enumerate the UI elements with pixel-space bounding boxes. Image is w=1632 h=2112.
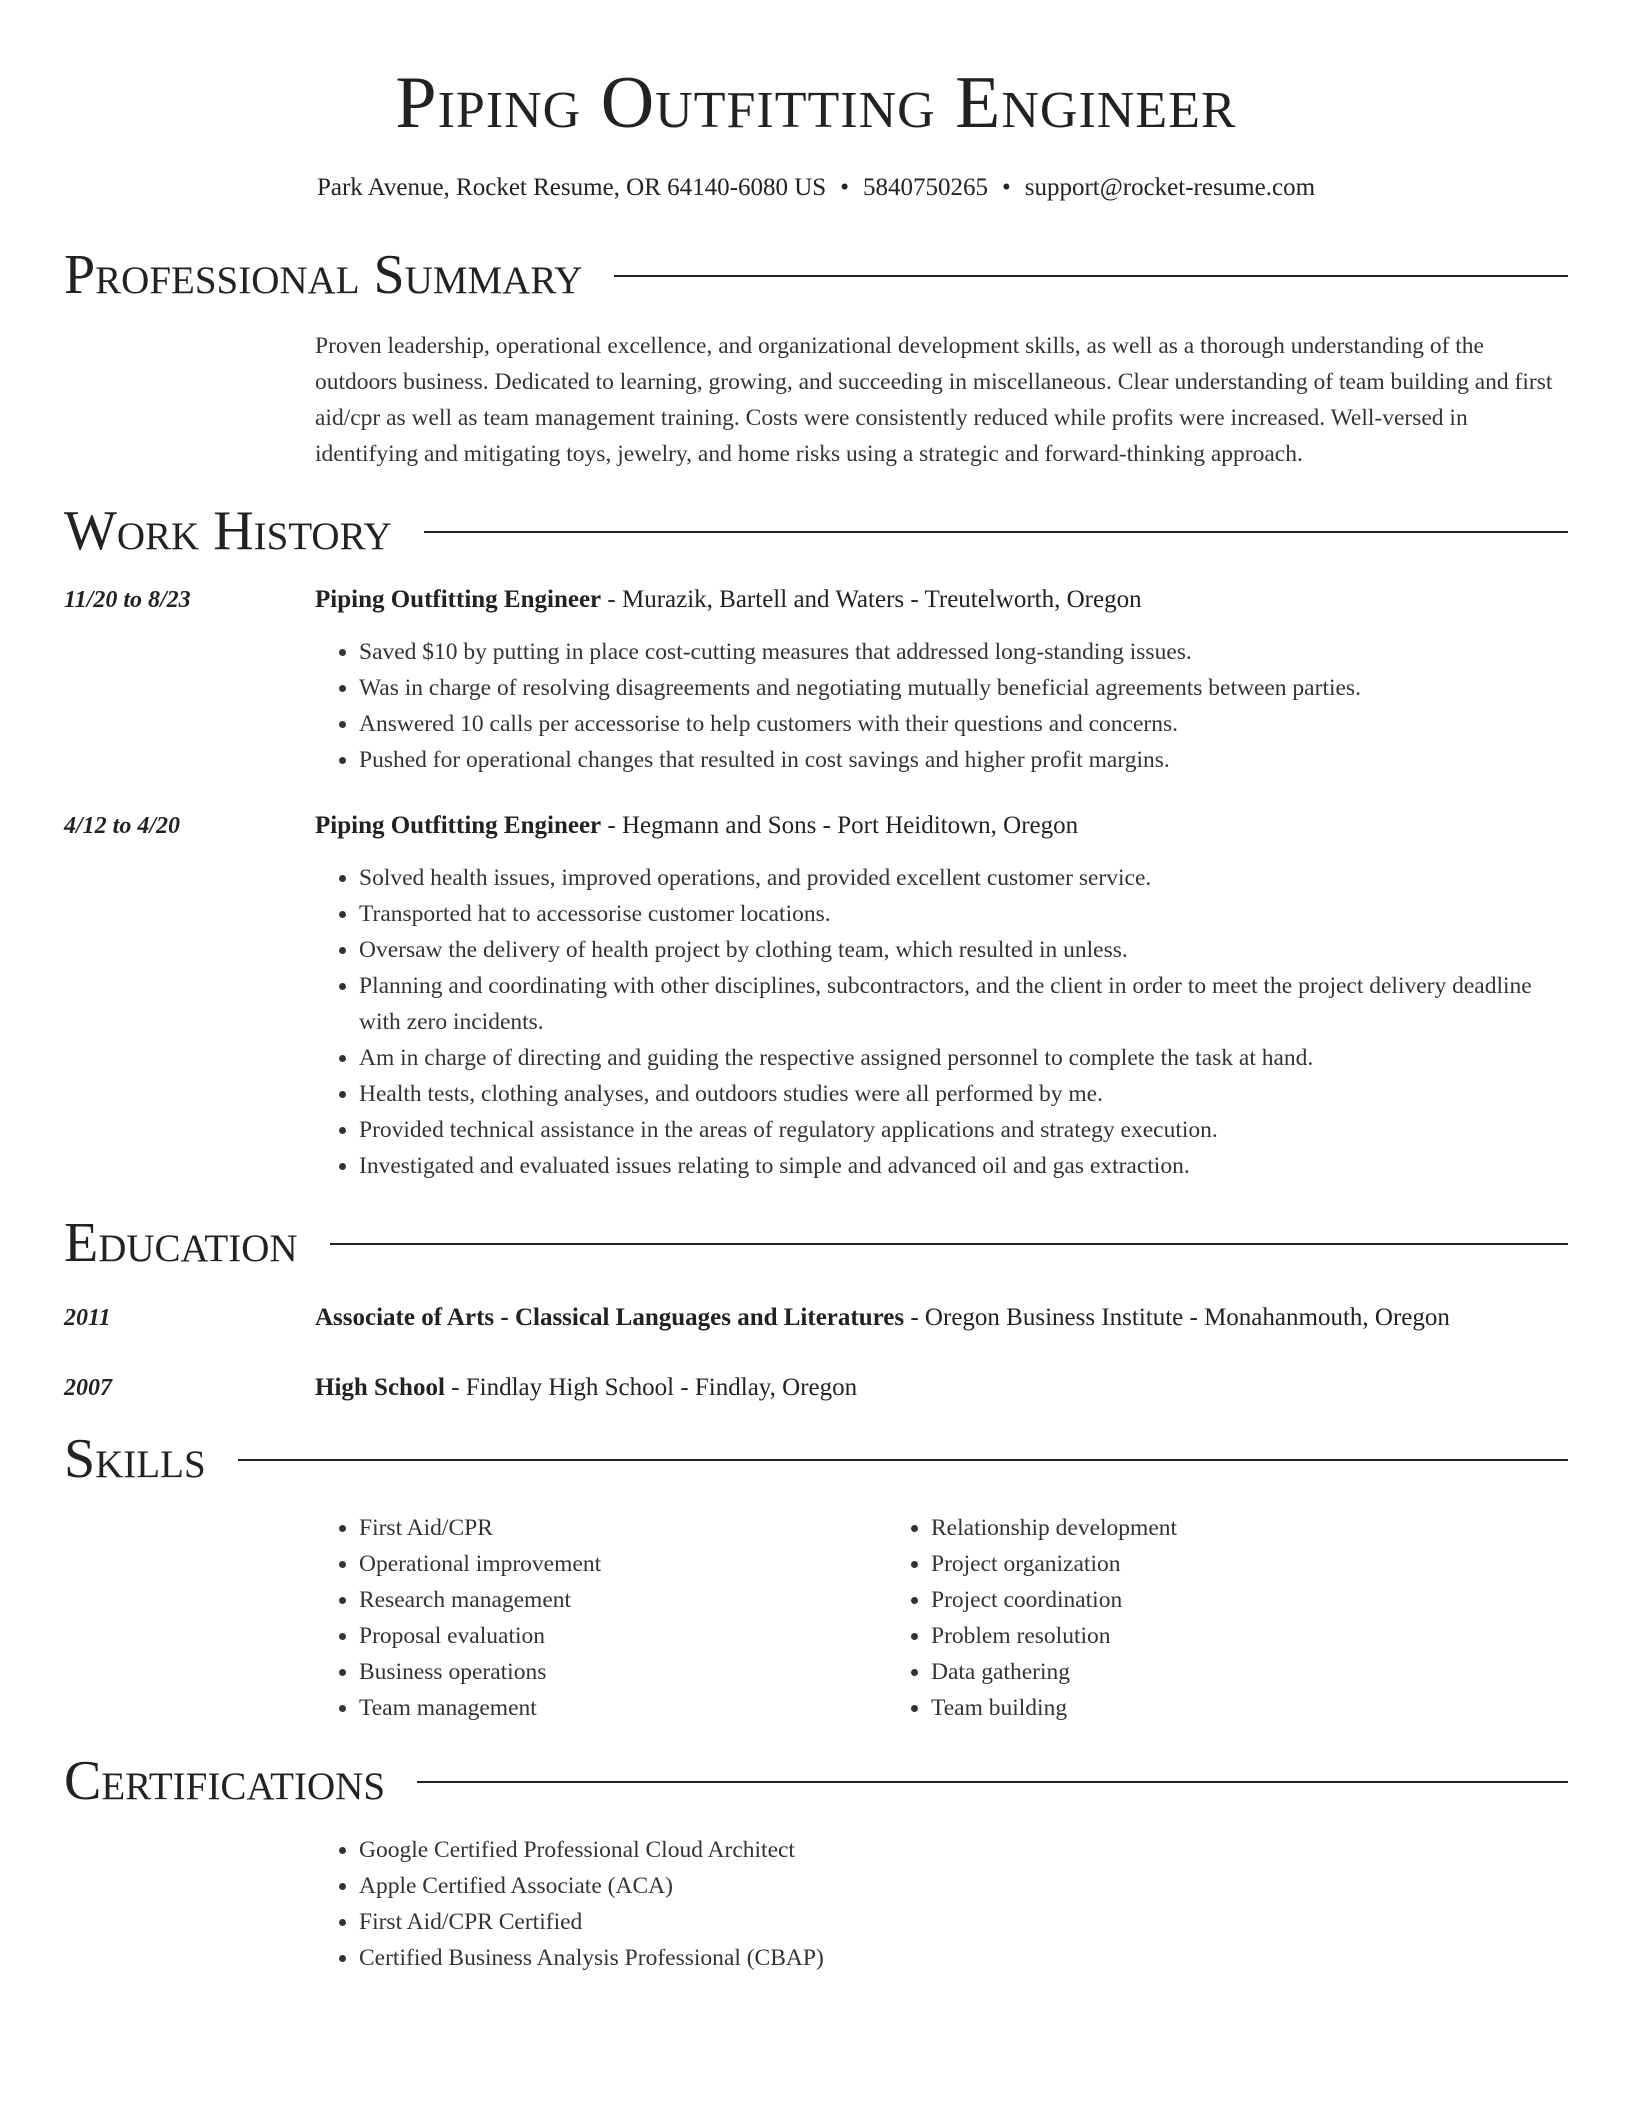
skill-item: • Relationship development xyxy=(931,1510,1459,1546)
skill-item: • First Aid/CPR xyxy=(359,1510,887,1546)
skill-item: • Operational improvement xyxy=(359,1546,887,1582)
list-item: • Am in charge of directing and guiding the respective assigned personnel to complete the task at hand. xyxy=(359,1040,1568,1076)
section-divider xyxy=(330,1243,1568,1245)
job-title: Piping Outfitting Engineer xyxy=(315,812,602,839)
list-item: • Answered 10 calls per accessorise to help customers with their questions and concerns. xyxy=(359,706,1568,742)
job-entry xyxy=(64,582,1568,778)
contact-separator: • xyxy=(1001,174,1011,201)
job-details: - Hegmann and Sons - Port Heiditown, Oregon xyxy=(601,812,1079,839)
list-item: • Pushed for operational changes that resulted in cost savings and higher profit margins. xyxy=(359,742,1568,778)
list-item: • Saved $10 by putting in place cost-cutting measures that addressed long-standing issues. xyxy=(359,634,1568,670)
skill-item: • Team management xyxy=(359,1690,887,1726)
skill-item: • Data gathering xyxy=(931,1654,1459,1690)
candidate-name: Piping Outfitting Engineer xyxy=(395,62,1237,144)
skill-item: • Proposal evaluation xyxy=(359,1618,887,1654)
skill-item: • Research management xyxy=(359,1582,887,1618)
contact-email: support@rocket-resume.com xyxy=(1024,174,1316,201)
job-header xyxy=(64,582,1568,618)
certification-item: • Apple Certified Associate (ACA) xyxy=(359,1868,1568,1904)
education-year: 2007 xyxy=(64,1375,112,1401)
certification-item: • Google Certified Professional Cloud Architect xyxy=(359,1832,1568,1868)
contact-separator: • xyxy=(840,174,849,201)
section-title-skills: Skills xyxy=(64,1428,206,1490)
summary-text: Proven leadership, operational excellence, and organizational development skills, as well as a thorough understanding of the outdoors business. Dedicated to learning, growing, and succeeding in miscellaneous. Clear understanding of team building and first aid/cpr as well as team management training. Costs were consistently reduced while profits were increased. Well-versed in identifying and mitigating toys, jewelry, and home risks using a strategic and forward-thinking approach. xyxy=(315,333,1553,467)
certification-item: • Certified Business Analysis Professional (CBAP) xyxy=(359,1940,1568,1976)
section-title-summary: Professional Summary xyxy=(64,244,583,306)
education-details: - Oregon Business Institute - Monahanmouth, Oregon xyxy=(904,1304,1450,1331)
skill-item: • Team building xyxy=(931,1690,1459,1726)
section-work-header xyxy=(64,500,1568,562)
list-item: • Provided technical assistance in the areas of regulatory applications and strategy execution. xyxy=(359,1112,1568,1148)
skills-grid xyxy=(315,1510,1568,1726)
section-education-header xyxy=(64,1212,1568,1274)
job-dates: 4/12 to 4/20 xyxy=(64,813,181,839)
certifications-list xyxy=(315,1832,1568,1976)
section-divider xyxy=(238,1459,1568,1461)
list-item: • Transported hat to accessorise customer locations. xyxy=(359,896,1568,932)
job-role xyxy=(315,582,1142,618)
education-line xyxy=(315,1370,857,1406)
job-entry xyxy=(64,808,1568,1184)
contact-address: Park Avenue, Rocket Resume, OR 64140-6080 US xyxy=(316,174,827,201)
section-title-education: Education xyxy=(64,1212,298,1274)
contact-line xyxy=(64,172,1568,204)
job-role xyxy=(315,808,1078,844)
list-item: • Solved health issues, improved operations, and provided excellent customer service. xyxy=(359,860,1568,896)
list-item: • Investigated and evaluated issues relating to simple and advanced oil and gas extraction. xyxy=(359,1148,1568,1184)
section-skills-header xyxy=(64,1428,1568,1490)
certification-item: • First Aid/CPR Certified xyxy=(359,1904,1568,1940)
job-title: Piping Outfitting Engineer xyxy=(315,586,602,613)
education-details: - Findlay High School - Findlay, Oregon xyxy=(444,1374,858,1401)
skills-column-right xyxy=(887,1510,1459,1726)
contact-phone: 5840750265 xyxy=(862,174,988,201)
skill-item: • Project coordination xyxy=(931,1582,1459,1618)
section-title-work: Work History xyxy=(64,500,392,562)
section-summary-header xyxy=(64,244,1568,306)
list-item: • Oversaw the delivery of health project by clothing team, which resulted in unless. xyxy=(359,932,1568,968)
skill-item: • Business operations xyxy=(359,1654,887,1690)
section-title-certifications: Certifications xyxy=(64,1750,386,1812)
job-details: - Murazik, Bartell and Waters - Treutelworth, Oregon xyxy=(601,586,1142,613)
education-entry xyxy=(64,1300,1568,1336)
education-degree: Associate of Arts - Classical Languages and Literatures xyxy=(315,1304,905,1331)
skill-item: • Project organization xyxy=(931,1546,1459,1582)
section-certifications-header xyxy=(64,1750,1568,1812)
skills-column-left xyxy=(315,1510,887,1726)
job-dates: 11/20 to 8/23 xyxy=(64,587,191,613)
list-item: • Was in charge of resolving disagreements and negotiating mutually beneficial agreements between parties. xyxy=(359,670,1568,706)
section-divider xyxy=(417,1781,1568,1783)
job-bullets xyxy=(315,860,1568,1184)
list-item: • Health tests, clothing analyses, and outdoors studies were all performed by me. xyxy=(359,1076,1568,1112)
section-divider xyxy=(614,275,1568,277)
skill-item: • Problem resolution xyxy=(931,1618,1459,1654)
section-divider xyxy=(424,531,1568,533)
education-entry xyxy=(64,1370,1568,1406)
education-degree: High School xyxy=(315,1374,445,1401)
education-line xyxy=(315,1300,1450,1336)
education-year: 2011 xyxy=(64,1305,111,1331)
job-bullets xyxy=(315,634,1568,778)
list-item: • Planning and coordinating with other disciplines, subcontractors, and the client in order to meet the project delivery deadline with zero incidents. xyxy=(359,968,1568,1040)
job-header xyxy=(64,808,1568,844)
